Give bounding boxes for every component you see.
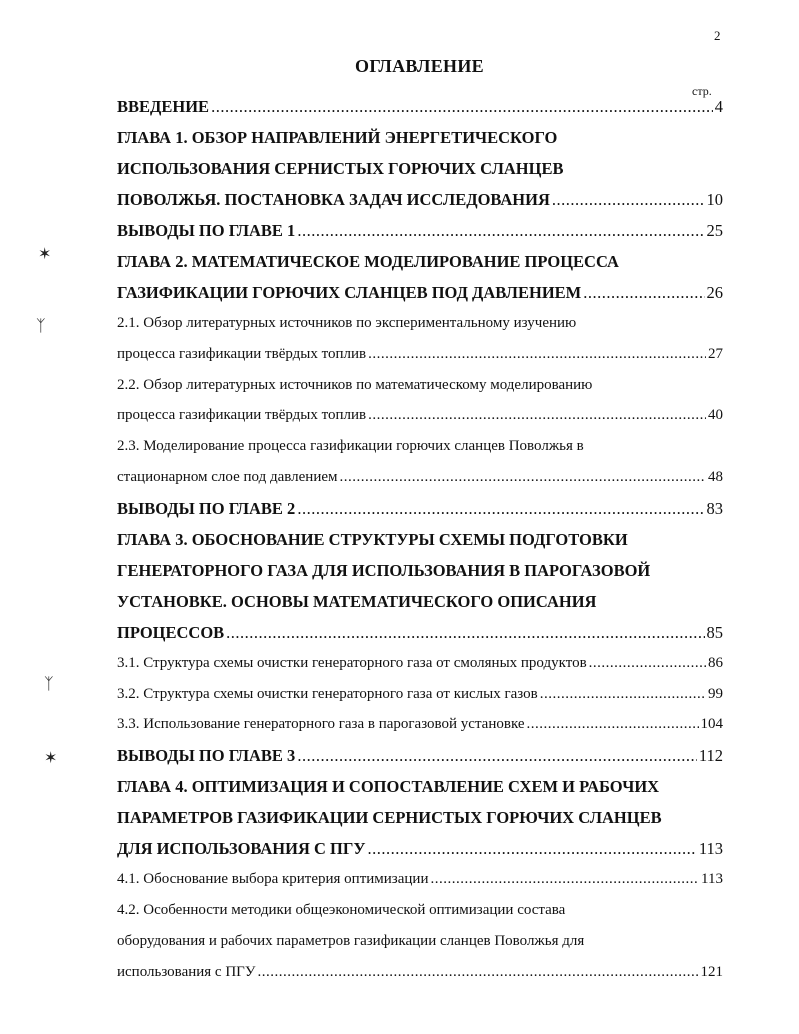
toc-entry-line <box>117 926 723 957</box>
toc-page-number: 4 <box>714 97 723 116</box>
toc-entry-text: ВЫВОДЫ ПО ГЛАВЕ 1 <box>117 221 296 240</box>
toc-entry-line <box>117 184 723 215</box>
dot-leader <box>211 91 713 122</box>
toc-entry-text: ГЛАВА 3. ОБОСНОВАНИЕ СТРУКТУРЫ СХЕМЫ ПОДГОТОВКИ <box>117 529 628 549</box>
toc-entry-line <box>117 153 723 184</box>
toc-page-number: 113 <box>698 839 723 859</box>
dot-leader <box>430 864 699 895</box>
margin-ink-mark: ᛉ <box>36 318 46 335</box>
page-title: ОГЛАВЛЕНИЕ <box>355 56 484 76</box>
toc-entry-text: процесса газификации твёрдых топлив <box>117 345 367 362</box>
toc-entry-text: ВЫВОДЫ ПО ГЛАВЕ 2 <box>117 498 296 518</box>
toc-entry-text: ДЛЯ ИСПОЛЬЗОВАНИЯ С ПГУ <box>117 839 366 859</box>
toc-entry-line <box>117 431 723 462</box>
toc-entry-line <box>117 709 723 740</box>
dot-leader <box>583 277 704 308</box>
toc-entry-text: 2.3. Моделирование процесса газификации горючих сланцев Поволжья в <box>117 438 584 455</box>
toc-entry-line <box>117 462 723 493</box>
toc-entry-text: ПАРАМЕТРОВ ГАЗИФИКАЦИИ СЕРНИСТЫХ ГОРЮЧИХ СЛАНЦЕВ <box>117 808 662 828</box>
toc-entry-line <box>117 895 723 926</box>
toc-entry-line <box>117 370 723 401</box>
toc-entry-text: 4.1. Обоснование выбора критерия оптимизации <box>117 871 429 888</box>
toc-page-number: 113 <box>701 871 723 888</box>
toc-entry-line <box>117 91 723 122</box>
dot-leader <box>257 957 698 988</box>
margin-ink-mark: ✶ <box>38 246 52 263</box>
toc-entry-text: ПОВОЛЖЬЯ. ПОСТАНОВКА ЗАДАЧ ИССЛЕДОВАНИЯ <box>117 190 550 209</box>
toc-entry-text: 2.2. Обзор литературных источников по математическому моделированию <box>117 376 593 393</box>
toc-entry-text: 4.2. Особенности методики общеэкономической оптимизации состава <box>117 901 566 918</box>
toc-entry-text: 3.2. Структура схемы очистки генераторного газа от кислых газов <box>117 685 538 702</box>
toc-entry-line <box>117 555 723 586</box>
toc-page-number: 26 <box>706 283 723 302</box>
toc-page-number: 99 <box>708 685 723 702</box>
dot-leader <box>368 400 706 431</box>
toc-entry-line <box>117 740 723 771</box>
toc-entry-text: ВЫВОДЫ ПО ГЛАВЕ 3 <box>117 746 296 766</box>
toc-page-number: 121 <box>700 963 723 980</box>
dot-leader <box>367 833 696 864</box>
dot-leader <box>297 740 697 771</box>
dot-leader <box>226 617 704 648</box>
toc-entry-text: стационарном слое под давлением <box>117 468 338 485</box>
toc-entry-line <box>117 339 723 370</box>
toc-page-number: 25 <box>706 221 723 240</box>
toc-entry-text: оборудования и рабочих параметров газификации сланцев Поволжья для <box>117 932 585 949</box>
toc-page-number: 104 <box>700 716 723 733</box>
dot-leader <box>297 215 704 246</box>
toc-entry-line <box>117 586 723 617</box>
toc-entry-line <box>117 617 723 648</box>
toc-entry-text: ИСПОЛЬЗОВАНИЯ СЕРНИСТЫХ ГОРЮЧИХ СЛАНЦЕВ <box>117 159 564 178</box>
toc-entry-line <box>117 400 723 431</box>
toc-entry-text: использования с ПГУ <box>117 963 256 980</box>
toc-entry-line <box>117 957 723 988</box>
dot-leader <box>552 184 705 215</box>
toc-page-number: 48 <box>708 468 723 485</box>
toc-page-number: 27 <box>708 345 723 362</box>
toc-entry-text: ПРОЦЕССОВ <box>117 622 225 642</box>
toc-entry-line <box>117 648 723 679</box>
toc-entry-line <box>117 524 723 555</box>
page-column-label: стр. <box>692 84 712 98</box>
toc-entry-line <box>117 122 723 153</box>
toc-page-number: 40 <box>708 407 723 424</box>
table-of-contents <box>117 91 723 987</box>
toc-entry-line <box>117 215 723 246</box>
toc-entry-line <box>117 864 723 895</box>
toc-page-number: 86 <box>708 654 723 671</box>
dot-leader <box>540 679 706 710</box>
toc-page-number: 112 <box>698 746 723 766</box>
margin-ink-mark: ✶ <box>44 750 58 767</box>
toc-entry-text: ГАЗИФИКАЦИИ ГОРЮЧИХ СЛАНЦЕВ ПОД ДАВЛЕНИЕМ <box>117 283 582 302</box>
toc-entry-line <box>117 802 723 833</box>
toc-page-number: 83 <box>706 498 723 518</box>
toc-entry-text: ГЛАВА 4. ОПТИМИЗАЦИЯ И СОПОСТАВЛЕНИЕ СХЕМ И РАБОЧИХ <box>117 777 660 797</box>
toc-entry-text: ГЛАВА 2. МАТЕМАТИЧЕСКОЕ МОДЕЛИРОВАНИЕ ПРОЦЕССА <box>117 252 619 271</box>
toc-entry-text: ГЕНЕРАТОРНОГО ГАЗА ДЛЯ ИСПОЛЬЗОВАНИЯ В ПАРОГАЗОВОЙ <box>117 560 651 580</box>
toc-page-number: 85 <box>706 622 723 642</box>
dot-leader <box>527 709 699 740</box>
toc-entry-text: 3.1. Структура схемы очистки генераторного газа от смоляных продуктов <box>117 654 587 671</box>
toc-entry-text: УСТАНОВКЕ. ОСНОВЫ МАТЕМАТИЧЕСКОГО ОПИСАНИЯ <box>117 591 597 611</box>
toc-entry-line <box>117 679 723 710</box>
toc-entry-text: ГЛАВА 1. ОБЗОР НАПРАВЛЕНИЙ ЭНЕРГЕТИЧЕСКОГО <box>117 128 558 147</box>
toc-entry-text: 3.3. Использование генераторного газа в парогазовой установке <box>117 716 525 733</box>
toc-entry-line <box>117 833 723 864</box>
toc-entry-line <box>117 277 723 308</box>
dot-leader <box>340 462 706 493</box>
dot-leader <box>368 339 706 370</box>
toc-entry-line <box>117 246 723 277</box>
toc-entry-text: ВВЕДЕНИЕ <box>117 97 210 116</box>
toc-entry-line <box>117 771 723 802</box>
dot-leader <box>589 648 706 679</box>
margin-ink-mark: ᛉ <box>44 676 54 693</box>
toc-entry-text: процесса газификации твёрдых топлив <box>117 407 367 424</box>
dot-leader <box>297 493 704 524</box>
toc-page-number: 10 <box>706 190 723 209</box>
toc-entry-line <box>117 493 723 524</box>
toc-entry-text: 2.1. Обзор литературных источников по экспериментальному изучению <box>117 315 577 331</box>
page-number: 2 <box>714 28 721 43</box>
toc-entry-line <box>117 308 723 339</box>
